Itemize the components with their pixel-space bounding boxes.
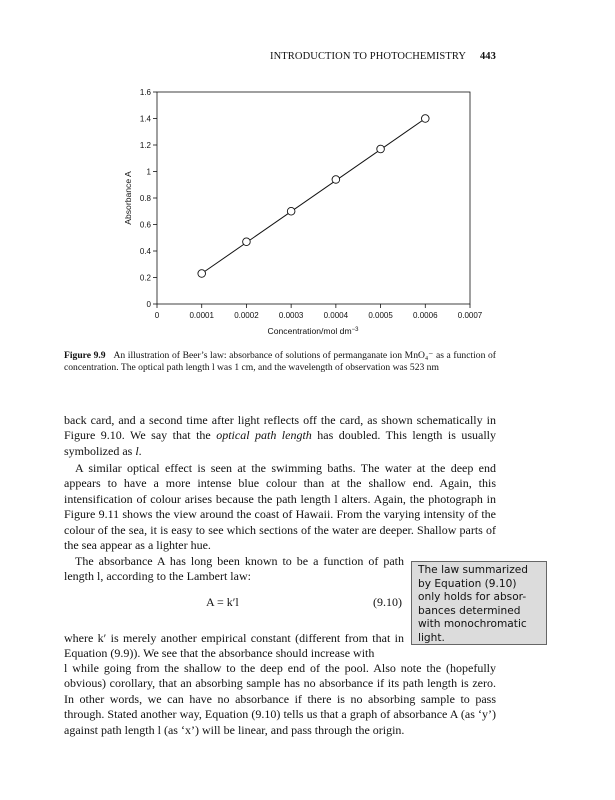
x-tick-label: 0.0004 [323,311,349,320]
equation-9-10 [64,595,404,613]
data-point [332,176,340,184]
margin-note: The law summarized by Equation (9.10) only holds for absor- bances determined with monochromatic light. [411,561,547,645]
x-tick-label: 0.0001 [189,311,214,320]
paragraph-1-part-a: back card, and a second time after light reflects off the card, as shown schematically in Figure 9.10. We say that the [64,413,496,443]
y-axis-label: Absorbance A [123,171,133,225]
y-tick-label: 0 [146,300,151,309]
y-axis [140,88,157,309]
equation-expression: A = k′l [206,595,239,609]
figure-label: Figure 9.9 [64,350,106,361]
paragraph-2: A similar optical effect is seen at the swimming baths. The water at the deep end appears to have a more intense blue colour than at the shallow end. Again, this intensification of colour arises because the path length l alters. Again, the photograph in Figure 9.11 shows the view around the coast of Hawaii. From the varying intensity of the colour of the sea, it is easy to see which sections of the water are deeper. Shallow parts of the sea appear as a lighter hue. [64,461,496,553]
equation-number: (9.10) [373,595,402,609]
y-tick-label: 0.4 [139,247,151,256]
paragraph-1-part-c: . [138,443,142,458]
y-tick-label: 0.2 [139,273,151,283]
y-tick-label: 1 [146,167,151,177]
figure-caption [64,350,496,375]
data-point [243,238,251,246]
data-point [287,207,295,215]
paragraph-1 [64,413,496,459]
x-tick-label: 0.0002 [234,311,259,320]
paragraph-3: The absorbance A has long been known to be a function of path length l, according to the Lambert law: [64,554,404,584]
paragraph-5: l while going from the shallow to the deep end of the pool. Also note the (hopefully obvious) corollary, that an absorbing sample has no absorbance if its path length is zero. In other words, we can have no absorbance if there is no absorbing sample to pass through. Stated another way, Equation (9.10) tells us that a graph of absorbance A (as ‘y’) against path length l (as ‘x’) will be linear, and pass through the origin. [64,661,496,737]
data-point [421,115,429,123]
y-tick-label: 0.8 [139,194,151,203]
fit-line [202,119,426,274]
figure-caption-text: An illustration of Beer’s law: absorbance of solutions of permanganate ion MnO₄⁻ as a function of concentration. The optical path length l was 1 cm, and the wavelength of observation was 523 nm [64,350,496,374]
paragraph-1-variable: l [135,443,139,458]
running-header-title: INTRODUCTION TO PHOTOCHEMISTRY [270,51,467,62]
x-axis [155,304,483,320]
x-tick-label: 0.0005 [368,311,393,320]
x-tick-label: 0.0007 [457,311,483,320]
y-tick-label: 1.6 [139,88,151,97]
beers-law-chart [0,0,615,345]
y-tick-label: 0.6 [139,220,151,230]
page-number: 443 [479,51,496,62]
paragraph-1-emphasis: optical path length [216,428,312,443]
y-tick-label: 1.2 [139,141,151,150]
paragraph-4: where k′ is merely another empirical constant (different from that in Equation (9.9)). We see that the absorbance should increase with [64,631,404,661]
x-axis-label: Concentration/mol $dm^{-3}$ [267,326,359,336]
x-axis-label-exponent: −3 [351,327,359,333]
data-point [198,270,206,278]
y-tick-label: 1.4 [139,114,151,124]
paragraph-1-part-b: has doubled. This length is usually symbolized as [64,428,496,458]
x-tick-label: 0.0006 [413,311,438,320]
x-tick-label: 0.0003 [278,311,304,320]
data-point [377,145,385,153]
x-tick-label: 0 [154,311,160,320]
